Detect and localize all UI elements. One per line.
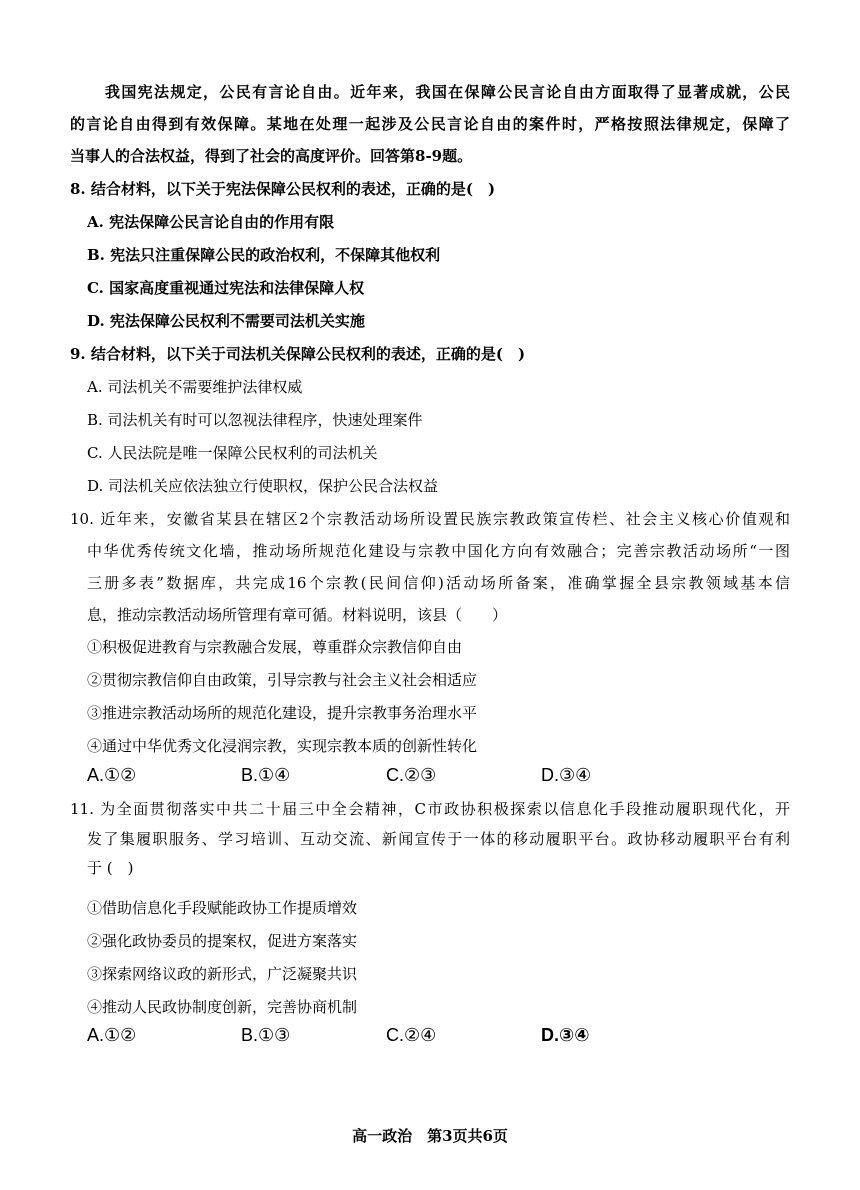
question-10-stem-line-4: 息，推动宗教活动场所管理有章可循。材料说明，该县（ ） bbox=[87, 606, 508, 624]
question-11-stem-line-3: 于 ( ) bbox=[87, 859, 134, 877]
question-9-option-d: D. 司法机关应依法独立行使职权，保护公民合法权益 bbox=[87, 477, 439, 495]
question-10-statement-2: ②贯彻宗教信仰自由政策，引导宗教与社会主义社会相适应 bbox=[87, 671, 478, 689]
question-10-choice-b: B.①④ bbox=[241, 765, 291, 785]
question-11-choice-b: B.①③ bbox=[241, 1025, 291, 1045]
question-11-stem-line-2: 发了集履职服务、学习培训、互动交流、新闻宣传于一体的移动履职平台。政协移动履职平台有利 bbox=[87, 830, 790, 848]
question-11-choice-a: A.①② bbox=[87, 1025, 137, 1045]
question-11-choice-d: D.③④ bbox=[541, 1025, 590, 1045]
question-9-option-c: C. 人民法院是唯一保障公民权利的司法机关 bbox=[87, 444, 378, 462]
question-11-statement-4: ④推动人民政协制度创新，完善协商机制 bbox=[87, 998, 358, 1016]
question-11-statement-3: ③探索网络议政的新形式，广泛凝聚共识 bbox=[87, 965, 358, 983]
passage-line-3: 当事人的合法权益，得到了社会的高度评价。回答第8-9题。 bbox=[70, 147, 473, 165]
question-9-option-a: A. 司法机关不需要维护法律权威 bbox=[87, 378, 303, 396]
question-10-stem-line-2: 中华优秀传统文化墙，推动场所规范化建设与宗教中国化方向有效融合；完善宗教活动场所“一图 bbox=[87, 542, 790, 560]
question-8-option-b: B. 宪法只注重保障公民的政治权利，不保障其他权利 bbox=[87, 246, 441, 264]
page-footer: 高一政治 第3页共6页 bbox=[352, 1127, 508, 1145]
question-9-option-b: B. 司法机关有时可以忽视法律程序，快速处理案件 bbox=[87, 411, 423, 429]
passage-line-1: 我国宪法规定，公民有言论自由。近年来，我国在保障公民言论自由方面取得了显著成就，公民 bbox=[105, 83, 790, 101]
question-11-statement-1: ①借助信息化手段赋能政协工作提质增效 bbox=[87, 899, 358, 917]
question-8-option-c: C. 国家高度重视通过宪法和法律保障人权 bbox=[87, 279, 365, 297]
question-10-statement-4: ④通过中华优秀文化浸润宗教，实现宗教本质的创新性转化 bbox=[87, 737, 478, 755]
question-8-option-d: D. 宪法保障公民权利不需要司法机关实施 bbox=[87, 312, 365, 330]
question-10-choice-d: D.③④ bbox=[541, 765, 592, 785]
question-11-stem-line-1: 11. 为全面贯彻落实中共二十届三中全会精神，C市政协积极探索以信息化手段推动履职现代化，开 bbox=[70, 800, 790, 818]
question-8-option-a: A. 宪法保障公民言论自由的作用有限 bbox=[87, 213, 335, 231]
question-10-statement-3: ③推进宗教活动场所的规范化建设，提升宗教事务治理水平 bbox=[87, 704, 478, 722]
question-8-stem: 8. 结合材料，以下关于宪法保障公民权利的表述，正确的是( ) bbox=[70, 180, 496, 198]
question-10-choice-a: A.①② bbox=[87, 765, 137, 785]
question-10-statement-1: ①积极促进教育与宗教融合发展，尊重群众宗教信仰自由 bbox=[87, 638, 463, 656]
question-9-stem: 9. 结合材料，以下关于司法机关保障公民权利的表述，正确的是( ) bbox=[70, 345, 526, 363]
question-10-choice-c: C.②③ bbox=[386, 765, 437, 785]
question-11-statement-2: ②强化政协委员的提案权，促进方案落实 bbox=[87, 932, 358, 950]
question-11-choice-c: C.②④ bbox=[386, 1025, 437, 1045]
question-10-stem-line-3: 三册多表”数据库，共完成16个宗教(民间信仰)活动场所备案，准确掌握全县宗教领域基本信 bbox=[87, 574, 790, 592]
question-10-stem-line-1: 10. 近年来，安徽省某县在辖区2个宗教活动场所设置民族宗教政策宣传栏、社会主义核心价值观和 bbox=[70, 510, 790, 528]
passage-line-2: 的言论自由得到有效保障。某地在处理一起涉及公民言论自由的案件时，严格按照法律规定，保障了 bbox=[70, 115, 790, 133]
